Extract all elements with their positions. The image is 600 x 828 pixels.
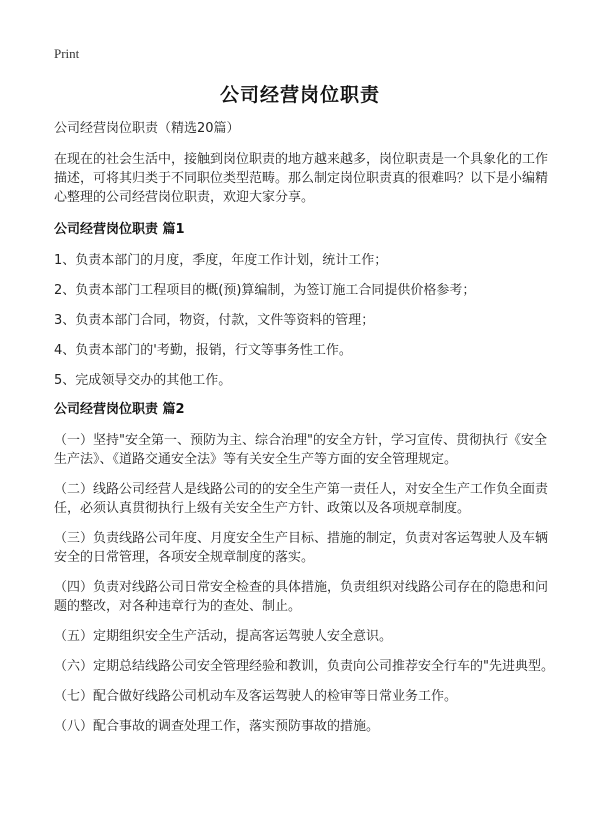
list-item: （五）定期组织安全生产活动，提高客运驾驶人安全意识。 bbox=[54, 629, 393, 644]
page-title: 公司经营岗位职责 bbox=[219, 84, 380, 106]
list-item: （八）配合事故的调查处理工作，落实预防事故的措施。 bbox=[54, 719, 380, 734]
intro-paragraph: 在现在的社会生活中，接触到岗位职责的地方越来越多，岗位职责是一个具象化的工作描述，可将其归类于不同职位类型范畴。那么制定岗位职责真的很难吗？以下是小编精心整理的公司经营岗位职责，欢迎大家分享。 bbox=[54, 152, 549, 205]
section-heading: 公司经营岗位职责 篇1 bbox=[54, 222, 185, 237]
document-body bbox=[54, 120, 554, 747]
list-item: 2、负责本部门工程项目的概(预)算编制，为签订施工合同提供价格参考； bbox=[54, 283, 476, 298]
section-2 bbox=[54, 401, 554, 736]
list-item: 5、完成领导交办的其他工作。 bbox=[54, 373, 232, 388]
list-item: 1、负责本部门的月度，季度，年度工作计划，统计工作； bbox=[54, 253, 388, 268]
list-item: 3、负责本部门合同，物资，付款，文件等资料的管理； bbox=[54, 313, 375, 328]
list-item: （四）负责对线路公司日常安全检查的具体措施，负责组织对线路公司存在的隐患和问题的整改，对各种违章行为的查处、制止。 bbox=[54, 580, 549, 614]
section-heading: 公司经营岗位职责 篇2 bbox=[54, 402, 185, 417]
list-item: （一）坚持"安全第一、预防为主、综合治理"的安全方针，学习宣传、贯彻执行《安全生产法》、《道路交通安全法》等有关安全生产等方面的安全管理规定。 bbox=[54, 433, 547, 467]
document-subtitle: 公司经营岗位职责（精选20篇） bbox=[54, 121, 240, 136]
list-item: （三）负责线路公司年度、月度安全生产目标、措施的制定，负责对客运驾驶人及车辆安全的日常管理，各项安全规章制度的落实。 bbox=[54, 531, 549, 565]
list-item: （二）线路公司经营人是线路公司的的安全生产第一责任人，对安全生产工作负全面责任，必须认真贯彻执行上级有关安全生产方针、政策以及各项规章制度。 bbox=[54, 482, 549, 516]
list-item: （七）配合做好线路公司机动车及客运驾驶人的检审等日常业务工作。 bbox=[54, 689, 458, 704]
list-item: 4、负责本部门的'考勤，报销，行文等事务性工作。 bbox=[54, 343, 352, 358]
section-1 bbox=[54, 221, 554, 390]
list-item: （六）定期总结线路公司安全管理经验和教训，负责向公司推荐安全行车的"先进典型。 bbox=[54, 659, 554, 674]
print-label[interactable]: Print bbox=[54, 46, 80, 61]
